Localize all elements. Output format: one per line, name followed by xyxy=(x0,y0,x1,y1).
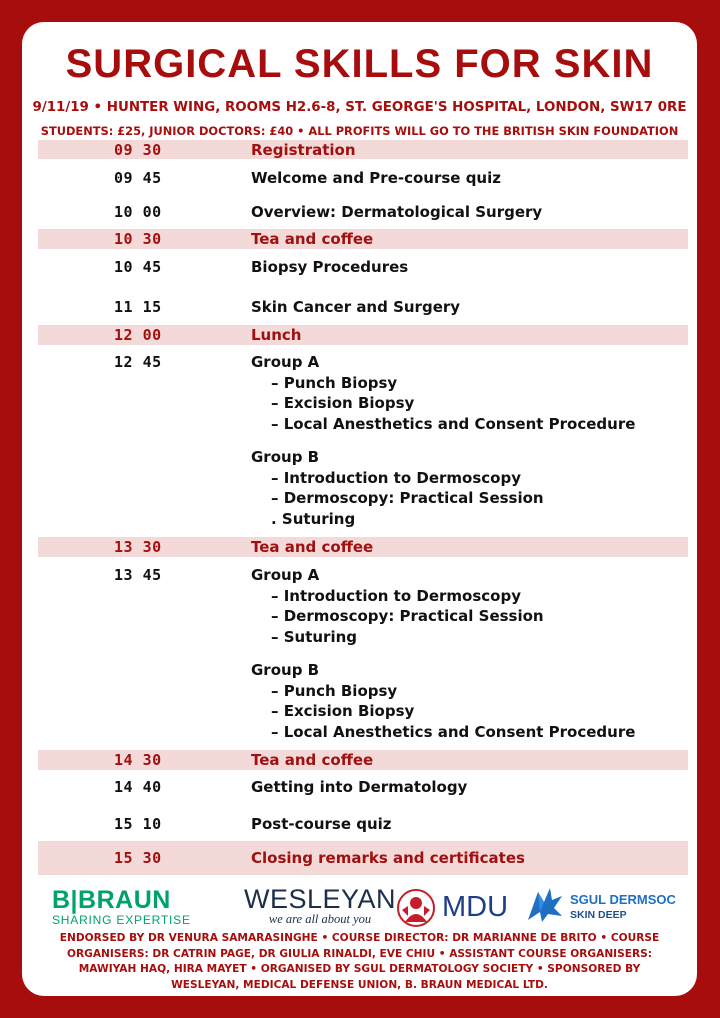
time: 09 45 xyxy=(114,169,162,187)
schedule-row xyxy=(38,258,688,278)
session-label: Registration xyxy=(251,141,356,159)
list-item: . Suturing xyxy=(271,510,356,528)
dermsoc-logo xyxy=(524,884,676,930)
session-label: Lunch xyxy=(251,326,302,344)
time: 10 00 xyxy=(114,203,162,221)
wesleyan-tagline: we are all about you xyxy=(268,912,372,926)
session-label: Tea and coffee xyxy=(251,751,374,769)
wesleyan-wordmark: WESLEYAN xyxy=(244,884,397,914)
session-label: Getting into Dermatology xyxy=(251,778,468,796)
time: 12 45 xyxy=(114,353,162,371)
time: 11 15 xyxy=(114,298,162,316)
time: 10 45 xyxy=(114,258,162,276)
bbraun-tagline: SHARING EXPERTISE xyxy=(52,913,191,927)
list-item: – Introduction to Dermoscopy xyxy=(271,469,521,487)
poster-card xyxy=(22,22,697,996)
time: 13 30 xyxy=(114,538,162,556)
list-item: – Excision Biopsy xyxy=(271,394,415,412)
group-b-heading: Group B xyxy=(251,448,320,466)
list-item: – Local Anesthetics and Consent Procedure xyxy=(271,415,636,433)
session-label: Biopsy Procedures xyxy=(251,258,409,276)
schedule-row-break xyxy=(38,537,688,557)
list-item: – Local Anesthetics and Consent Procedure xyxy=(271,723,636,741)
schedule-row xyxy=(38,203,688,223)
list-item: – Punch Biopsy xyxy=(271,682,398,700)
mdu-logo xyxy=(396,888,509,932)
time: 13 45 xyxy=(114,566,162,584)
schedule-row xyxy=(38,169,688,189)
poster-title: SURGICAL SKILLS FOR SKIN xyxy=(65,42,654,86)
group-a-heading: Group A xyxy=(251,353,320,371)
schedule-row-break xyxy=(38,325,688,345)
session-label: Post-course quiz xyxy=(251,815,392,833)
list-item: – Suturing xyxy=(271,628,358,646)
pricing-info: STUDENTS: £25, JUNIOR DOCTORS: £40 • ALL PROFITS WILL GO TO THE BRITISH SKIN FOUNDATION xyxy=(40,124,679,138)
time: 12 00 xyxy=(114,326,162,344)
list-item: – Introduction to Dermoscopy xyxy=(271,587,521,605)
schedule-row-break xyxy=(38,750,688,770)
list-item: – Dermoscopy: Practical Session xyxy=(271,489,544,507)
schedule-row-break xyxy=(38,841,688,875)
schedule-row-break xyxy=(38,140,688,159)
mdu-crest-icon xyxy=(396,888,436,928)
session-label: Welcome and Pre-course quiz xyxy=(251,169,501,187)
schedule-row-break xyxy=(38,229,688,249)
schedule-row xyxy=(38,778,688,798)
time: 15 10 xyxy=(114,815,162,833)
time: 15 30 xyxy=(114,849,162,867)
session-label: Closing remarks and certificates xyxy=(251,849,525,867)
time: 14 40 xyxy=(114,778,162,796)
bbraun-wordmark: B|BRAUN xyxy=(52,886,171,914)
schedule-row-workshop xyxy=(38,353,688,533)
dragon-icon xyxy=(524,884,566,926)
credits-footer: ENDORSED BY DR VENURA SAMARASINGHE • COURSE DIRECTOR: DR MARIANNE DE BRITO • COURSE ORGANISERS: DR CATRIN PAGE, DR GIULIA RINALDI, EVE CHIU • ASSISTANT COURSE ORGANISERS: MAWIYAH HAQ, HIRA MAYET • ORGANISED BY SGUL DERMATOLOGY SOCIETY • SPONSORED BY WESLEYAN, MEDICAL DEFENSE UNION, B. BRAUN MEDICAL LTD. xyxy=(59,932,660,991)
dermsoc-wordmark: SGUL DERMSOC xyxy=(570,892,676,907)
list-item: – Excision Biopsy xyxy=(271,702,415,720)
session-label: Tea and coffee xyxy=(251,538,374,556)
list-item: – Dermoscopy: Practical Session xyxy=(271,607,544,625)
time: 09 30 xyxy=(114,141,162,159)
group-a-heading: Group A xyxy=(251,566,320,584)
mdu-wordmark: MDU xyxy=(442,891,509,923)
session-label: Tea and coffee xyxy=(251,230,374,248)
schedule-row-workshop xyxy=(38,566,688,746)
session-label: Overview: Dermatological Surgery xyxy=(251,203,543,221)
event-details: 9/11/19 • HUNTER WING, ROOMS H2.6-8, ST. GEORGE'S HOSPITAL, LONDON, SW17 0RE xyxy=(32,100,687,115)
time: 14 30 xyxy=(114,751,162,769)
time: 10 30 xyxy=(114,230,162,248)
schedule-row xyxy=(38,815,688,835)
schedule-row xyxy=(38,298,688,318)
list-item: – Punch Biopsy xyxy=(271,374,398,392)
dermsoc-tagline: SKIN DEEP xyxy=(570,909,627,921)
wesleyan-logo xyxy=(244,884,396,927)
bbraun-logo xyxy=(52,886,191,927)
session-label: Skin Cancer and Surgery xyxy=(251,298,461,316)
sponsor-logos xyxy=(22,880,697,930)
group-b-heading: Group B xyxy=(251,661,320,679)
